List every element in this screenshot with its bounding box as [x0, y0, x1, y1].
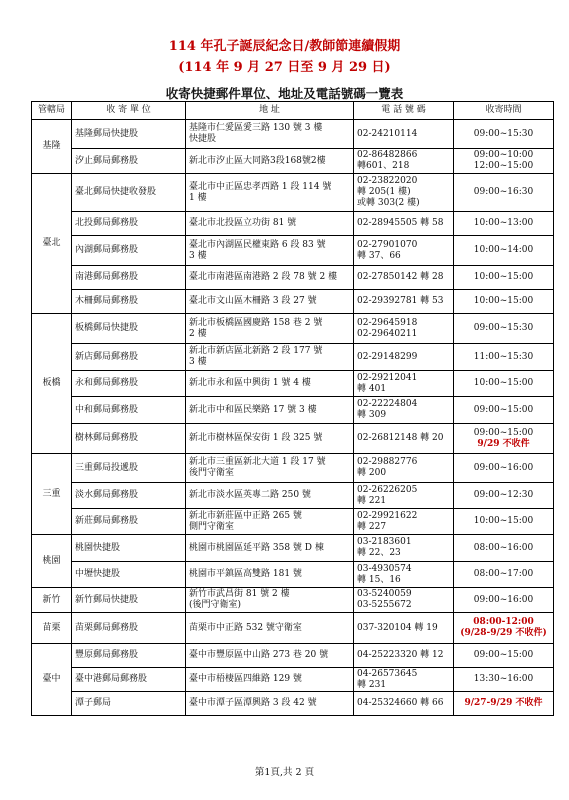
cell-line: 新北市中和區民樂路 17 號 3 樓 — [189, 404, 317, 415]
cell-line: 臺中市豐原區中山路 273 巷 20 號 — [189, 650, 329, 660]
unit-cell: 新竹郵局快捷股 — [72, 588, 186, 613]
table-row — [32, 174, 554, 212]
table-row — [32, 644, 554, 668]
table-row — [32, 692, 554, 716]
address-cell — [186, 692, 354, 716]
no-pickup-note: (9/28-9/29 不收件) — [460, 628, 547, 638]
cell-line: (後門守衛室) — [189, 600, 242, 610]
cell-line: 037-320104 轉 19 — [357, 622, 438, 633]
cell-line: 08:00~17:00 — [473, 569, 534, 579]
table-row — [32, 314, 554, 344]
cell-line: 02-27901070 — [357, 239, 418, 250]
cell-line: 臺北市內湖區民權東路 6 段 83 號 — [189, 239, 326, 250]
cell-line: 新北市三重區新北大道 1 段 17 號 — [189, 457, 326, 467]
cell-line: 10:00~15:00 — [473, 296, 534, 306]
address-cell — [186, 644, 354, 668]
hours-cell — [454, 668, 554, 692]
table-row — [32, 613, 554, 644]
cell-line: 11:00~15:30 — [473, 351, 534, 362]
hours-cell — [454, 120, 554, 149]
unit-cell: 新店郵局郵務股 — [72, 344, 186, 371]
cell-line: 轉 205(1 樓) — [357, 187, 411, 197]
cell-line: 08:00-12:00 — [473, 617, 534, 627]
unit-cell: 樹林郵局郵務股 — [72, 424, 186, 454]
region-cell: 新竹 — [32, 588, 72, 613]
phone-cell — [354, 314, 454, 344]
phone-cell — [354, 344, 454, 371]
cell-line: 轉 221 — [357, 495, 387, 506]
cell-line: 03-4930574 — [357, 563, 412, 574]
cell-line: 臺北市南港區南港路 2 段 78 號 2 樓 — [189, 272, 338, 282]
table-row — [32, 212, 554, 236]
cell-line: 03-5240059 — [357, 589, 412, 599]
cell-line: 臺中市潭子區潭興路 3 段 42 號 — [189, 698, 317, 708]
cell-line: 02-29640211 — [357, 328, 418, 339]
unit-cell: 臺北郵局快捷收發股 — [72, 174, 186, 212]
hours-cell — [454, 424, 554, 454]
cell-line: 桃園市平鎮區高雙路 181 號 — [189, 569, 302, 579]
cell-line: 08:00~16:00 — [473, 542, 534, 553]
table-row — [32, 290, 554, 314]
address-cell — [186, 371, 354, 397]
region-cell: 苗栗 — [32, 613, 72, 644]
cell-line: 04-25223320 轉 12 — [357, 650, 444, 660]
post-office-table — [31, 101, 554, 716]
cell-line: 02-29148299 — [357, 351, 418, 362]
header-unit: 收 寄 單 位 — [72, 102, 186, 120]
table-body — [32, 120, 554, 716]
cell-line: 或轉 303(2 樓) — [357, 198, 420, 208]
address-cell — [186, 424, 354, 454]
cell-line: 03-5255672 — [357, 600, 412, 610]
cell-line: 1 樓 — [189, 192, 207, 203]
hours-cell — [454, 692, 554, 716]
phone-cell — [354, 613, 454, 644]
table-row — [32, 454, 554, 483]
cell-line: 基隆市仁愛區愛三路 130 號 3 樓 — [189, 123, 323, 133]
cell-line: 3 樓 — [189, 250, 207, 261]
phone-cell — [354, 174, 454, 212]
cell-line: 02-23822020 — [357, 176, 418, 186]
cell-line: 10:00~15:00 — [473, 516, 534, 526]
hours-cell — [454, 613, 554, 644]
phone-cell — [354, 290, 454, 314]
address-cell — [186, 562, 354, 588]
header-phone: 電 話 號 碼 — [354, 102, 454, 120]
cell-line: 10:00~14:00 — [473, 245, 534, 255]
header-region: 管轄局 — [32, 102, 72, 120]
cell-line: 02-27850142 轉 28 — [357, 272, 444, 282]
address-cell — [186, 397, 354, 424]
address-cell — [186, 174, 354, 212]
cell-line: 轉 231 — [357, 679, 387, 690]
page-footer: 第1頁,共 2 頁 — [254, 767, 315, 778]
phone-cell — [354, 535, 454, 562]
cell-line: 新北市樹林區保安街 1 段 325 號 — [189, 433, 323, 443]
cell-line: 臺北市北投區立功街 81 號 — [189, 218, 297, 228]
hours-cell — [454, 644, 554, 668]
hours-cell — [454, 290, 554, 314]
cell-line: 02-22224804 — [357, 399, 418, 409]
cell-line: 02-26812148 轉 20 — [357, 433, 444, 443]
table-subtitle: 收寄快捷郵件單位、地址及電話號碼一覽表 — [165, 86, 404, 101]
unit-cell: 淡水郵局郵務股 — [72, 483, 186, 509]
no-pickup-note: 9/29 不收件 — [477, 438, 530, 449]
cell-line: 09:00~16:00 — [473, 462, 534, 473]
cell-line: 新竹市武昌街 81 號 2 樓 — [189, 589, 290, 599]
cell-line: 10:00~15:00 — [473, 272, 534, 282]
phone-cell — [354, 644, 454, 668]
unit-cell: 中和郵局郵務股 — [72, 397, 186, 424]
cell-line: 02-28945505 轉 58 — [357, 218, 444, 228]
hours-cell — [454, 454, 554, 483]
cell-line: 臺北市文山區木柵路 3 段 27 號 — [189, 296, 317, 306]
unit-cell: 木柵郵局郵務股 — [72, 290, 186, 314]
table-row — [32, 236, 554, 266]
address-cell — [186, 344, 354, 371]
address-cell — [186, 668, 354, 692]
address-cell — [186, 266, 354, 290]
table-row — [32, 120, 554, 149]
cell-line: 轉 37、66 — [357, 250, 401, 261]
cell-line: 12:00~15:00 — [473, 161, 534, 171]
phone-cell — [354, 668, 454, 692]
unit-cell: 苗栗郵局郵務股 — [72, 613, 186, 644]
cell-line: 04-25324660 轉 66 — [357, 698, 444, 708]
table-row — [32, 668, 554, 692]
cell-line: 快捷股 — [189, 134, 217, 144]
phone-cell — [354, 483, 454, 509]
phone-cell — [354, 692, 454, 716]
phone-cell — [354, 266, 454, 290]
cell-line: 09:00~15:00 — [473, 404, 534, 415]
unit-cell: 板橋郵局快捷股 — [72, 314, 186, 344]
address-cell — [186, 236, 354, 266]
unit-cell: 潭子郵局 — [72, 692, 186, 716]
phone-cell — [354, 236, 454, 266]
title-line-1: 114 年孔子誕辰紀念日/教師節連續假期 — [168, 39, 401, 54]
cell-line: 02-29392781 轉 53 — [357, 296, 444, 306]
cell-line: 09:00~10:00 — [473, 150, 534, 160]
cell-line: 轉 200 — [357, 468, 387, 478]
phone-cell — [354, 212, 454, 236]
cell-line: 09:00~15:30 — [473, 128, 534, 139]
cell-line: 新北市汐止區大同路3段168號2樓 — [189, 155, 326, 166]
hours-cell — [454, 236, 554, 266]
cell-line: 10:00~13:00 — [473, 218, 534, 228]
table-row — [32, 371, 554, 397]
cell-line: 新北市板橋區國慶路 158 巷 2 號 — [189, 317, 323, 328]
header-address: 地 址 — [186, 102, 354, 120]
address-cell — [186, 314, 354, 344]
unit-cell: 中壢快捷股 — [72, 562, 186, 588]
header-hours: 收寄時間 — [454, 102, 554, 120]
table-header-row — [32, 102, 554, 120]
unit-cell: 基隆郵局快捷股 — [72, 120, 186, 149]
table-row — [32, 535, 554, 562]
unit-cell: 內湖郵局郵務股 — [72, 236, 186, 266]
address-cell — [186, 509, 354, 535]
cell-line: 09:00~16:30 — [473, 187, 534, 197]
unit-cell: 北投郵局郵務股 — [72, 212, 186, 236]
table-row — [32, 588, 554, 613]
hours-cell — [454, 509, 554, 535]
cell-line: 3 樓 — [189, 357, 207, 367]
region-cell: 三重 — [32, 454, 72, 535]
region-cell: 桃園 — [32, 535, 72, 588]
cell-line: 轉 15、16 — [357, 574, 401, 585]
cell-line: 新北市永和區中興街 1 號 4 樓 — [189, 378, 311, 388]
region-cell: 臺北 — [32, 174, 72, 314]
hours-cell — [454, 266, 554, 290]
hours-cell — [454, 344, 554, 371]
cell-line: 後門守衛室 — [189, 468, 235, 478]
address-cell — [186, 483, 354, 509]
cell-line: 09:00~15:30 — [473, 323, 534, 333]
phone-cell — [354, 562, 454, 588]
phone-cell — [354, 424, 454, 454]
cell-line: 02-29645918 — [357, 317, 418, 328]
phone-cell — [354, 371, 454, 397]
hours-cell — [454, 314, 554, 344]
cell-line: 轉 22、23 — [357, 548, 401, 558]
hours-cell — [454, 397, 554, 424]
phone-cell — [354, 149, 454, 174]
unit-cell: 臺中港郵局郵務股 — [72, 668, 186, 692]
address-cell — [186, 613, 354, 644]
cell-line: 臺北市中正區忠孝西路 1 段 114 號 — [189, 181, 332, 192]
cell-line: 09:00~15:00 — [473, 427, 534, 438]
address-cell — [186, 149, 354, 174]
cell-line: 02-29921622 — [357, 510, 418, 521]
cell-line: 02-26226205 — [357, 484, 418, 495]
region-cell: 基隆 — [32, 120, 72, 174]
cell-line: 桃園市桃園區延平路 358 號 D 棟 — [189, 542, 324, 553]
phone-cell — [354, 509, 454, 535]
phone-cell — [354, 120, 454, 149]
cell-line: 09:00~15:00 — [473, 650, 534, 660]
cell-line: 新北市淡水區英專二路 250 號 — [189, 490, 311, 500]
unit-cell: 南港郵局郵務股 — [72, 266, 186, 290]
cell-line: 02-86482866 — [357, 150, 418, 160]
cell-line: 02-29882776 — [357, 457, 418, 467]
address-cell — [186, 120, 354, 149]
table-row — [32, 344, 554, 371]
cell-line: 10:00~15:00 — [473, 378, 534, 388]
cell-line: 轉 401 — [357, 383, 387, 394]
cell-line: 臺中市梧棲區四維路 129 號 — [189, 674, 302, 684]
cell-line: 轉 227 — [357, 521, 387, 532]
unit-cell: 新莊郵局郵務股 — [72, 509, 186, 535]
table-row — [32, 509, 554, 535]
unit-cell: 三重郵局投遞股 — [72, 454, 186, 483]
address-cell — [186, 588, 354, 613]
cell-line: 轉601、218 — [357, 161, 410, 171]
phone-cell — [354, 397, 454, 424]
hours-cell — [454, 535, 554, 562]
cell-line: 側門守衛室 — [189, 521, 235, 532]
cell-line: 新北市新莊區中正路 265 號 — [189, 510, 302, 521]
hours-cell — [454, 483, 554, 509]
cell-line: 04-26573645 — [357, 668, 418, 679]
hours-cell — [454, 212, 554, 236]
title-line-2: (114 年 9 月 27 日至 9 月 29 日) — [178, 60, 391, 75]
unit-cell: 汐止郵局郵務股 — [72, 149, 186, 174]
region-cell: 板橋 — [32, 314, 72, 454]
cell-line: 轉 309 — [357, 410, 387, 420]
address-cell — [186, 290, 354, 314]
table-row — [32, 266, 554, 290]
phone-cell — [354, 588, 454, 613]
address-cell — [186, 212, 354, 236]
cell-line: 新北市新店區北新路 2 段 177 號 — [189, 346, 323, 356]
hours-cell — [454, 149, 554, 174]
cell-line: 09:00~16:00 — [473, 594, 534, 605]
table-row — [32, 424, 554, 454]
cell-line: 09:00~12:30 — [473, 490, 534, 500]
region-cell: 臺中 — [32, 644, 72, 716]
phone-cell — [354, 454, 454, 483]
cell-line: 02-24210114 — [357, 128, 418, 139]
address-cell — [186, 454, 354, 483]
hours-cell — [454, 174, 554, 212]
address-cell — [186, 535, 354, 562]
hours-cell — [454, 371, 554, 397]
unit-cell: 永和郵局郵務股 — [72, 371, 186, 397]
hours-cell — [454, 562, 554, 588]
cell-line: 03-2183601 — [357, 537, 412, 547]
table-row — [32, 483, 554, 509]
hours-cell — [454, 588, 554, 613]
table-row — [32, 149, 554, 174]
unit-cell: 桃園快捷股 — [72, 535, 186, 562]
unit-cell: 豐原郵局郵務股 — [72, 644, 186, 668]
table-row — [32, 397, 554, 424]
table-row — [32, 562, 554, 588]
cell-line: 13:30~16:00 — [473, 674, 534, 684]
cell-line: 02-29212041 — [357, 372, 418, 383]
no-pickup-note: 9/27-9/29 不收件 — [464, 698, 543, 708]
cell-line: 苗栗市中正路 532 號守衛室 — [189, 622, 302, 633]
cell-line: 2 樓 — [189, 328, 207, 339]
